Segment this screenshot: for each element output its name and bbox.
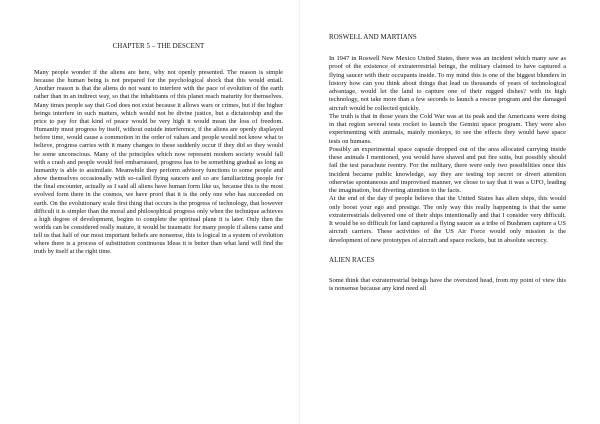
chapter-title: CHAPTER 5 – THE DESCENT [112,43,205,50]
body-paragraph-5: Some think that extraterrestrial beings have the oversized head, from my point of view this is nonsense because any kind need all [329,276,566,292]
body-paragraph-4: At the end of the day if people believe that the United States has alien ships, this would only boost your ego and prestige. The only way this really happening is that the same extraterrestrials delivered one of their ships intentionally and that I consider very difficult. It would be so difficult for land captured a flying saucer as a tribe of Bushmen capture a US aircraft carriers. These activities of the US Air Force would only mission is the development of new prototypes of aircraft and space rockets, but in absolute secrecy. [329,195,566,244]
body-paragraph-3: Possibly an experimental space capsule dropped out of the area allocated carrying inside these animals I mentioned, you would have shaved and put fire suits, but possibly should fail the test parachute reentry. For the military, there were only two possibilities once this incident became public knowledge, say they are testing top secret or divert attention otherwise spontaneous and improvised manner, we chose to say that it was a UFO, leading the imagination, but diverting attention to the facts. [329,145,566,194]
body-paragraph-2: The truth is that in those years the Cold War was at its peak and the Americans were doing in that region several tests rocket to launch the Gemini space program. They were also experimenting with animals, mainly monkeys, to see the effects they would have space tests on humans. [329,112,566,145]
body-paragraph-1: In 1947 in Roswell New Mexico United States, there was an incident which many saw as proof of the existence of extraterrestrial beings, the military claimed to have captured a flying saucer with their occupants inside. To my mind this is one of the biggest blunders in history how can you think about things that lead us thousands of years of technological advantage, would let the land to capture one of their rugged dishes? with its high technology, not take more than a few seconds to launch a rescue program and the damaged aircraft would be collected quickly. [329,55,566,112]
body-paragraph: Many people wonder if the aliens are here, why not openly presented. The reason is simple because the human being is not prepared for the psychological shock that this would entail. Another reason is that the aliens do not want to interfere with the pace of evolution of the earth rather than in an indirect way, so that the inhabitants of this planet reach maturity for themselves. Many times people say that God does not exist because it allows wars or crimes, but if the higher beings interfere in such matters, which would not be divine justice, but a dictatorship and the price to pay for that kind of peace would be very high it would mean the loss of freedom. Humanity must progress by itself, without outside interference, if the aliens are openly displayed before time, would cause a commotion in the order of values and people would not know what to believe, progress carries with it many changes to these suddenly occur if they did so they would be some unconscious. Many of the principles which now represent modern society would fall with a crash and people would feel embarrassed, progress has to be something gradual as long as humanity is able to assimilate. Meanwhile they perform advisory functions to some people and show themselves occasionally with so-called flying saucers and so are familiarizing people for the final encounter, actually as I said all aliens have human form like us, because this is the most evolved form there in the cosmos, we have proof that it is the only one who has succeeded on earth. On the evolutionary scale first thing that occurs is the progress of technology, that however difficult it is simpler than the moral and philosophical progress only when the technique achieves a high degree of development, begins to complete the spiritual plane it is later. Only then the worlds can be considered really mature, it would be traumatic for many people if aliens came and tell us that half of our most important beliefs are nonsense, this is logical in a system of evolution where there is a process of substitution continuous Ideas it is better than what land will find the truth by itself at the right time. [34,69,283,256]
section-title-alien-races: ALIEN RACES [329,256,375,264]
section-title-roswell: ROSWELL AND MARTIANS [329,34,417,41]
right-page [300,0,600,424]
